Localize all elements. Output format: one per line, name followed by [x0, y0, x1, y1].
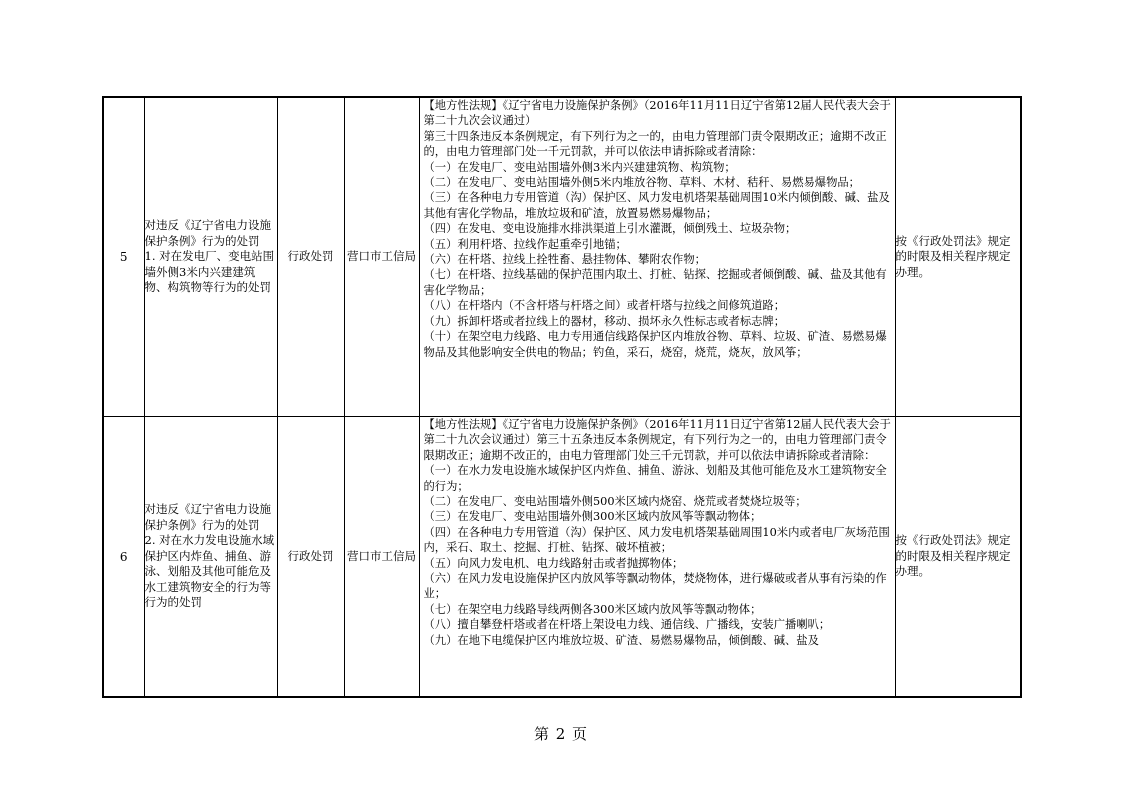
basis-paragraph: 第三十四条违反本条例规定，有下列行为之一的，由电力管理部门责令限期改正；逾期不改正的，由电力管理部门处一千元罚款，并可以依法申请拆除或者清除： [423, 129, 887, 159]
basis-paragraph: （六）在杆塔、拉线上拴牲畜、悬挂物体、攀附农作物； [423, 253, 706, 267]
table-row [103, 97, 1021, 417]
legal-basis-cell [419, 417, 895, 698]
basis-paragraph: （八）擅自攀登杆塔或者在杆塔上架设电力线、通信线、广播线，安装广播喇叭； [423, 618, 831, 632]
procedure: 按《行政处罚法》规定的时限及相关程序规定办理。 [895, 417, 1021, 698]
authority: 营口市工信局 [344, 97, 419, 417]
basis-paragraph: （七）在架空电力线路导线两侧各300米区域内放风筝等飘动物体； [423, 602, 762, 616]
basis-paragraph: （一）在水力发电设施水域保护区内炸鱼、捕鱼、游泳、划船及其他可能危及水工建筑物安全的行为； [423, 464, 887, 493]
table-row [103, 417, 1021, 698]
basis-paragraph: （三）在各种电力专用管道（沟）保护区、风力发电机塔架基础周围10米内倾倒酸、碱、盐及其他有害化学物品，堆放垃圾和矿渣，放置易燃易爆物品； [423, 191, 890, 220]
basis-paragraph: （二）在发电厂、变电站围墙外侧5米内堆放谷物、草料、木材、秸秆、易燃易爆物品； [423, 176, 860, 190]
basis-paragraph: （八）在杆塔内（不含杆塔与杆塔之间）或者杆塔与拉线之间修筑道路； [423, 299, 786, 313]
basis-paragraph: （十）在架空电力线路、电力专用通信线路保护区内堆放谷物、草料、垃圾、矿渣、易燃易爆物品及其他影响安全供电的物品；钓鱼，采石，烧窑，烧荒，烧灰，放风筝； [423, 330, 887, 359]
item-name: 对违反《辽宁省电力设施保护条例》行为的处罚 2. 对在水力发电设施水域保护区内炸鱼、捕鱼、游泳、划船及其他可能危及水工建筑物安全的行为等行为的处罚 [144, 417, 277, 698]
basis-paragraph: （九）在地下电缆保护区内堆放垃圾、矿渣、易燃易爆物品，倾倒酸、碱、盐及 [423, 633, 819, 647]
basis-paragraph: （九）拆卸杆塔或者拉线上的器材，移动、损坏永久性标志或者标志牌； [423, 314, 786, 328]
penalty-type: 行政处罚 [277, 97, 344, 417]
basis-paragraph: 【地方性法规】《辽宁省电力设施保护条例》（2016年11月11日辽宁省第12届人民代表大会于第二十九次会议通过）第三十五条违反本条例规定，有下列行为之一的，由电力管理部门责令限期改正；逾期不改正的，由电力管理部门处三千元罚款，并可以依法申请拆除或者清除： [423, 418, 891, 462]
legal-basis [420, 417, 895, 648]
basis-paragraph: （五）利用杆塔、拉线作起重牵引地锚； [423, 237, 627, 251]
row-number: 6 [103, 417, 144, 698]
legal-basis-cell [419, 97, 895, 417]
basis-paragraph: （一）在发电厂、变电站围墙外侧3米内兴建建筑物、构筑物； [423, 160, 736, 174]
authority: 营口市工信局 [344, 417, 419, 698]
basis-paragraph: 【地方性法规】《辽宁省电力设施保护条例》（2016年11月11日辽宁省第12届人民代表大会于第二十九次会议通过） [423, 99, 891, 128]
basis-paragraph: （七）在杆塔、拉线基础的保护范围内取土、打桩、钻探、挖掘或者倾倒酸、碱、盐及其他有害化学物品； [423, 268, 887, 297]
procedure: 按《行政处罚法》规定的时限及相关程序规定办理。 [895, 97, 1021, 417]
basis-paragraph: （二）在发电厂、变电站围墙外侧500米区域内烧窑、烧荒或者焚烧垃圾等； [423, 495, 807, 509]
penalty-table [102, 96, 1022, 698]
item-name: 对违反《辽宁省电力设施保护条例》行为的处罚 1. 对在发电厂、变电站围墙外侧3米内兴建建筑物、构筑物等行为的处罚 [144, 97, 277, 417]
basis-paragraph: （五）向风力发电机、电力线路射击或者抛掷物体； [423, 556, 684, 570]
basis-paragraph: （四）在各种电力专用管道（沟）保护区、风力发电机塔架基础周围10米内或者电厂灰场范围内，采石、取土、挖掘、打桩、钻探、破坏植被； [423, 525, 890, 555]
basis-paragraph: （三）在发电厂、变电站围墙外侧300米区域内放风筝等飘动物体； [423, 510, 762, 524]
basis-paragraph: （六）在风力发电设施保护区内放风筝等飘动物体，焚烧物体，进行爆破或者从事有污染的作业； [423, 572, 887, 601]
row-number: 5 [103, 97, 144, 417]
page-number: 第 2 页 [533, 725, 589, 743]
basis-paragraph: （四）在发电、变电设施排水排洪渠道上引水灌溉，倾倒残土、垃圾杂物； [423, 222, 797, 236]
penalty-type: 行政处罚 [277, 417, 344, 698]
legal-basis [420, 98, 895, 360]
